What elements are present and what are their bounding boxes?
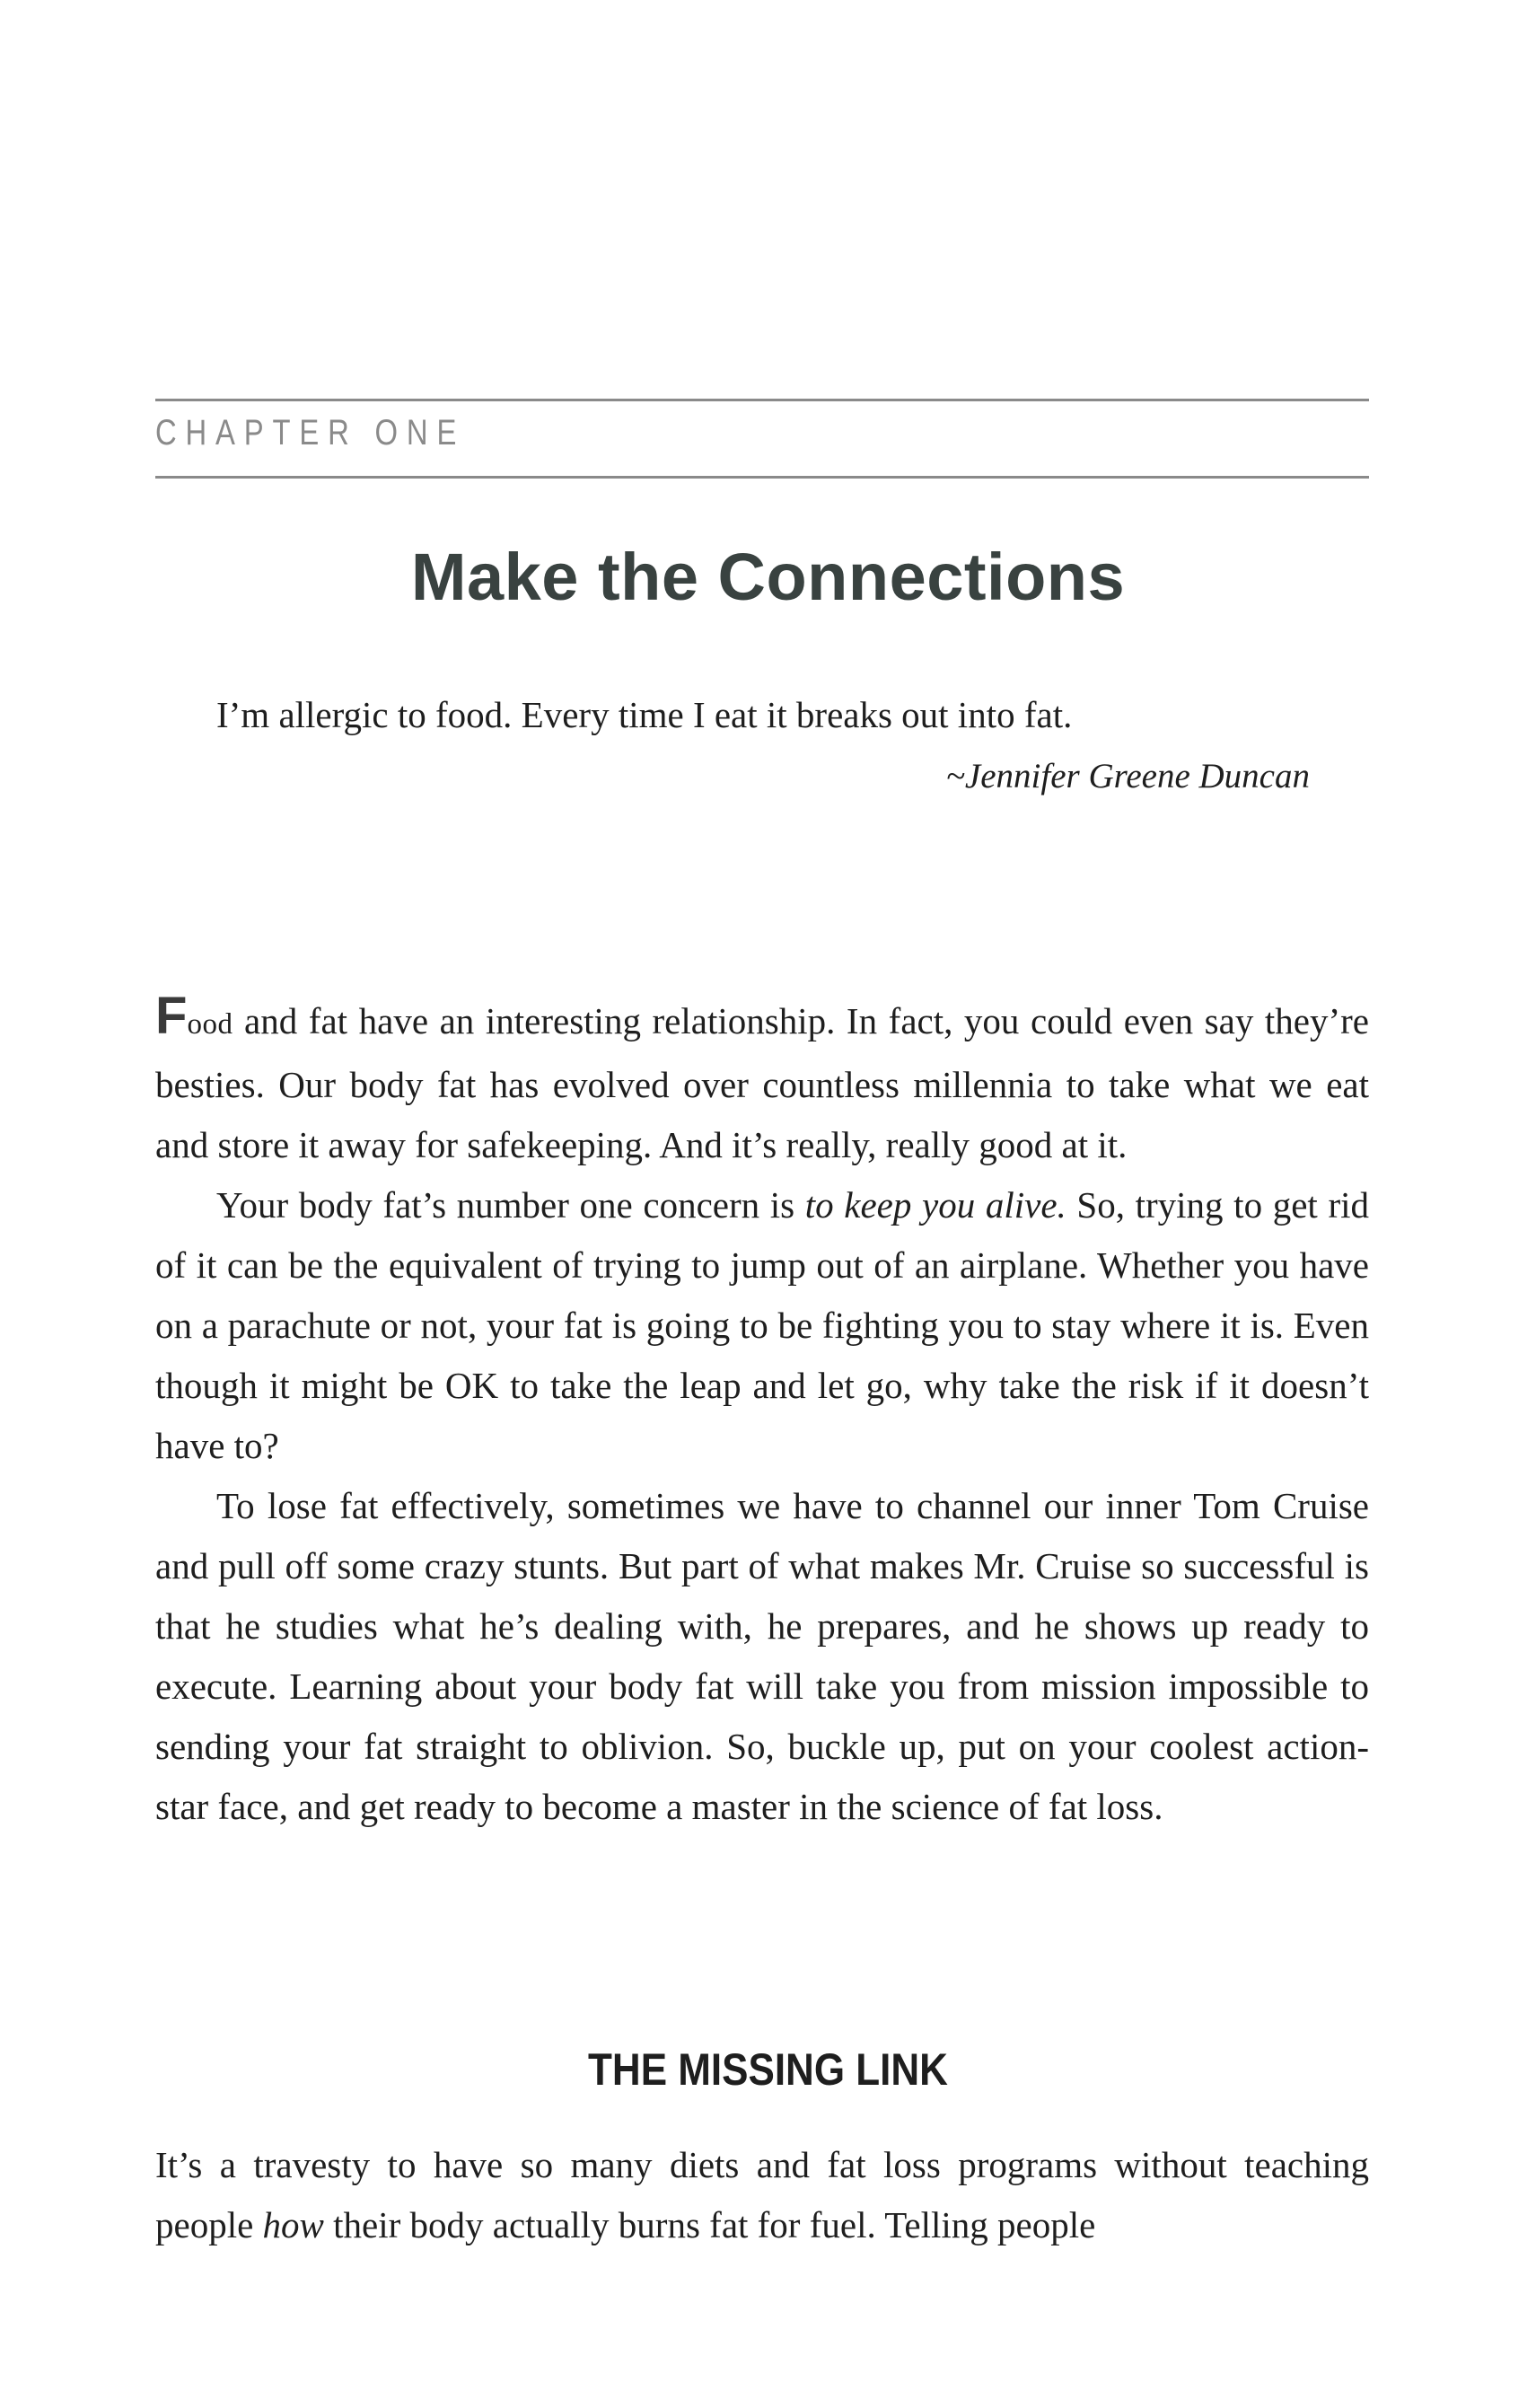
chapter-bottom-rule	[155, 476, 1369, 479]
paragraph-4-text-b: their body actually burns fat for fuel. Telling people	[323, 2204, 1096, 2245]
paragraph-4	[155, 2135, 1369, 2255]
chapter-label: CHAPTER ONE	[155, 413, 466, 453]
paragraph-2	[155, 1175, 1369, 1476]
chapter-top-rule	[155, 399, 1369, 401]
section-heading: THE MISSING LINK	[588, 2044, 948, 2095]
lead-in: ood	[187, 1008, 233, 1041]
paragraph-3: To lose fat effectively, sometimes we have to channel our inner Tom Cruise and pull off some crazy stunts. But part of what makes Mr. Cruise so successful is that he studies what he’s dealing with, he prepares, and he shows up ready to execute. Learning about your body fat will take you from mission impossible to sending your fat straight to oblivion. So, buckle up, put on your coolest action-star face, and get ready to become a master in the science of fat loss.	[155, 1485, 1369, 1827]
paragraph-1	[155, 987, 1369, 1175]
epigraph-attribution: ~Jennifer Greene Duncan	[945, 757, 1310, 795]
body-text-block	[155, 987, 1369, 1837]
paragraph-2-text-b: So, trying to get rid of it can be the equivalent of trying to jump out of an airplane. Whether you have on a parachute or not, your fat is going to be fighting you to stay where it is. Even though it might be OK to take the leap and let go, why take the risk if it doesn’t have to?	[155, 1184, 1369, 1466]
paragraph-1-text: and fat have an interesting relationship. In fact, you could even say they’re besties. Our body fat has evolved over countless millennia to take what we eat and store it away for safekeeping. And it’s really, really good at it.	[155, 1000, 1369, 1165]
paragraph-2-text-a: Your body fat’s number one concern is	[216, 1184, 805, 1226]
epigraph-quote: I’m allergic to food. Every time I eat it breaks out into fat.	[216, 694, 1073, 735]
body-text-block-2	[155, 2135, 1369, 2255]
paragraph-4-emphasis: how	[262, 2204, 324, 2245]
paragraph-4-text-a: It’s a travesty to have so many diets and fat loss programs without teaching people	[155, 2144, 1369, 2245]
drop-cap: F	[155, 987, 188, 1045]
chapter-title: Make the Connections	[410, 540, 1126, 614]
paragraph-2-emphasis: to keep you alive.	[804, 1184, 1066, 1226]
